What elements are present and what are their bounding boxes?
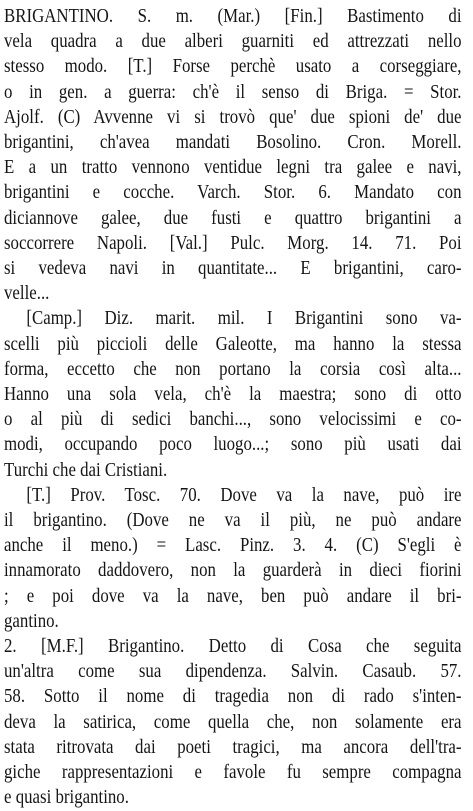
entry-line: forma, eccetto che non portano la corsia così alta... <box>4 358 462 380</box>
entry-line: deva la satirica, come quella che, non solamente era <box>4 711 462 733</box>
entry-line: si vedeva navi in quantitate... E brigantini, caro- <box>4 258 462 280</box>
entry-line: diciannove galee, due fusti e quattro brigantini a <box>4 207 462 229</box>
entry-line: stesso modo. [T.] Forse perchè usato a corseggiare, <box>4 56 462 78</box>
entry-line: 58. Sotto il nome di tragedia non di rado s'inten- <box>4 686 462 708</box>
entry-line: il brigantino. (Dove ne va il più, ne può andare <box>4 510 462 532</box>
entry-line: ; e poi dove va la nave, ben può andare il bri- <box>4 585 462 607</box>
entry-line: [Camp.] Diz. marit. mil. I Brigantini sono va- <box>26 308 462 330</box>
entry-line: brigantini e cocche. Varch. Stor. 6. Mandato con <box>4 182 462 204</box>
entry-line: [T.] Prov. Tosc. 70. Dove va la nave, può ire <box>26 484 462 506</box>
entry-line: anche il meno.) = Lasc. Pinz. 3. 4. (C) S'egli è <box>4 535 462 557</box>
entry-line: o in gen. a guerra: ch'è il senso di Briga. = Stor. <box>4 81 462 103</box>
entry-line: Hanno una sola vela, ch'è la maestra; sono di otto <box>4 384 462 406</box>
entry-line: brigantini, ch'avea mandati Bosolino. Cron. Morell. <box>4 132 462 154</box>
entry-line: scelli più piccioli delle Galeotte, ma hanno la stessa <box>4 333 462 355</box>
entry-line: e quasi brigantino. <box>4 787 129 809</box>
entry-line: 2. [M.F.] Brigantino. Detto di Cosa che seguita <box>4 636 462 658</box>
entry-line: modi, occupando poco luogo...; sono più usati dai <box>4 434 462 456</box>
entry-line: E a un tratto vennono ventidue legni tra galee e navi, <box>4 157 462 179</box>
entry-line: BRIGANTINO. S. m. (Mar.) [Fin.] Bastimento di <box>4 6 462 27</box>
entry-line: innamorato daddovero, non la guarderà in dieci fiorini <box>4 560 462 582</box>
entry-line: Ajolf. (C) Avvenne vi si trovò que' due spioni de' due <box>4 106 462 128</box>
entry-line: gantino. <box>4 610 59 632</box>
entry-line: soccorrere Napoli. [Val.] Pulc. Morg. 14. 71. Poi <box>4 232 462 254</box>
entry-line: vela quadra a due alberi guarniti ed attrezzati nello <box>4 31 462 53</box>
entry-line: velle... <box>4 283 50 305</box>
entry-line: stata ritrovata dai poeti tragici, ma ancora dell'tra- <box>4 736 462 758</box>
dictionary-entry-brigantino <box>4 4 463 811</box>
entry-line: giche rappresentazioni e favole fu sempre compagna <box>4 762 462 784</box>
entry-line: Turchi che dai Cristiani. <box>4 459 168 481</box>
entry-line: un'altra come sua dipendenza. Salvin. Casaub. 57. <box>4 661 462 683</box>
entry-line: o al più di sedici banchi..., sono velocissimi e co- <box>4 409 462 431</box>
